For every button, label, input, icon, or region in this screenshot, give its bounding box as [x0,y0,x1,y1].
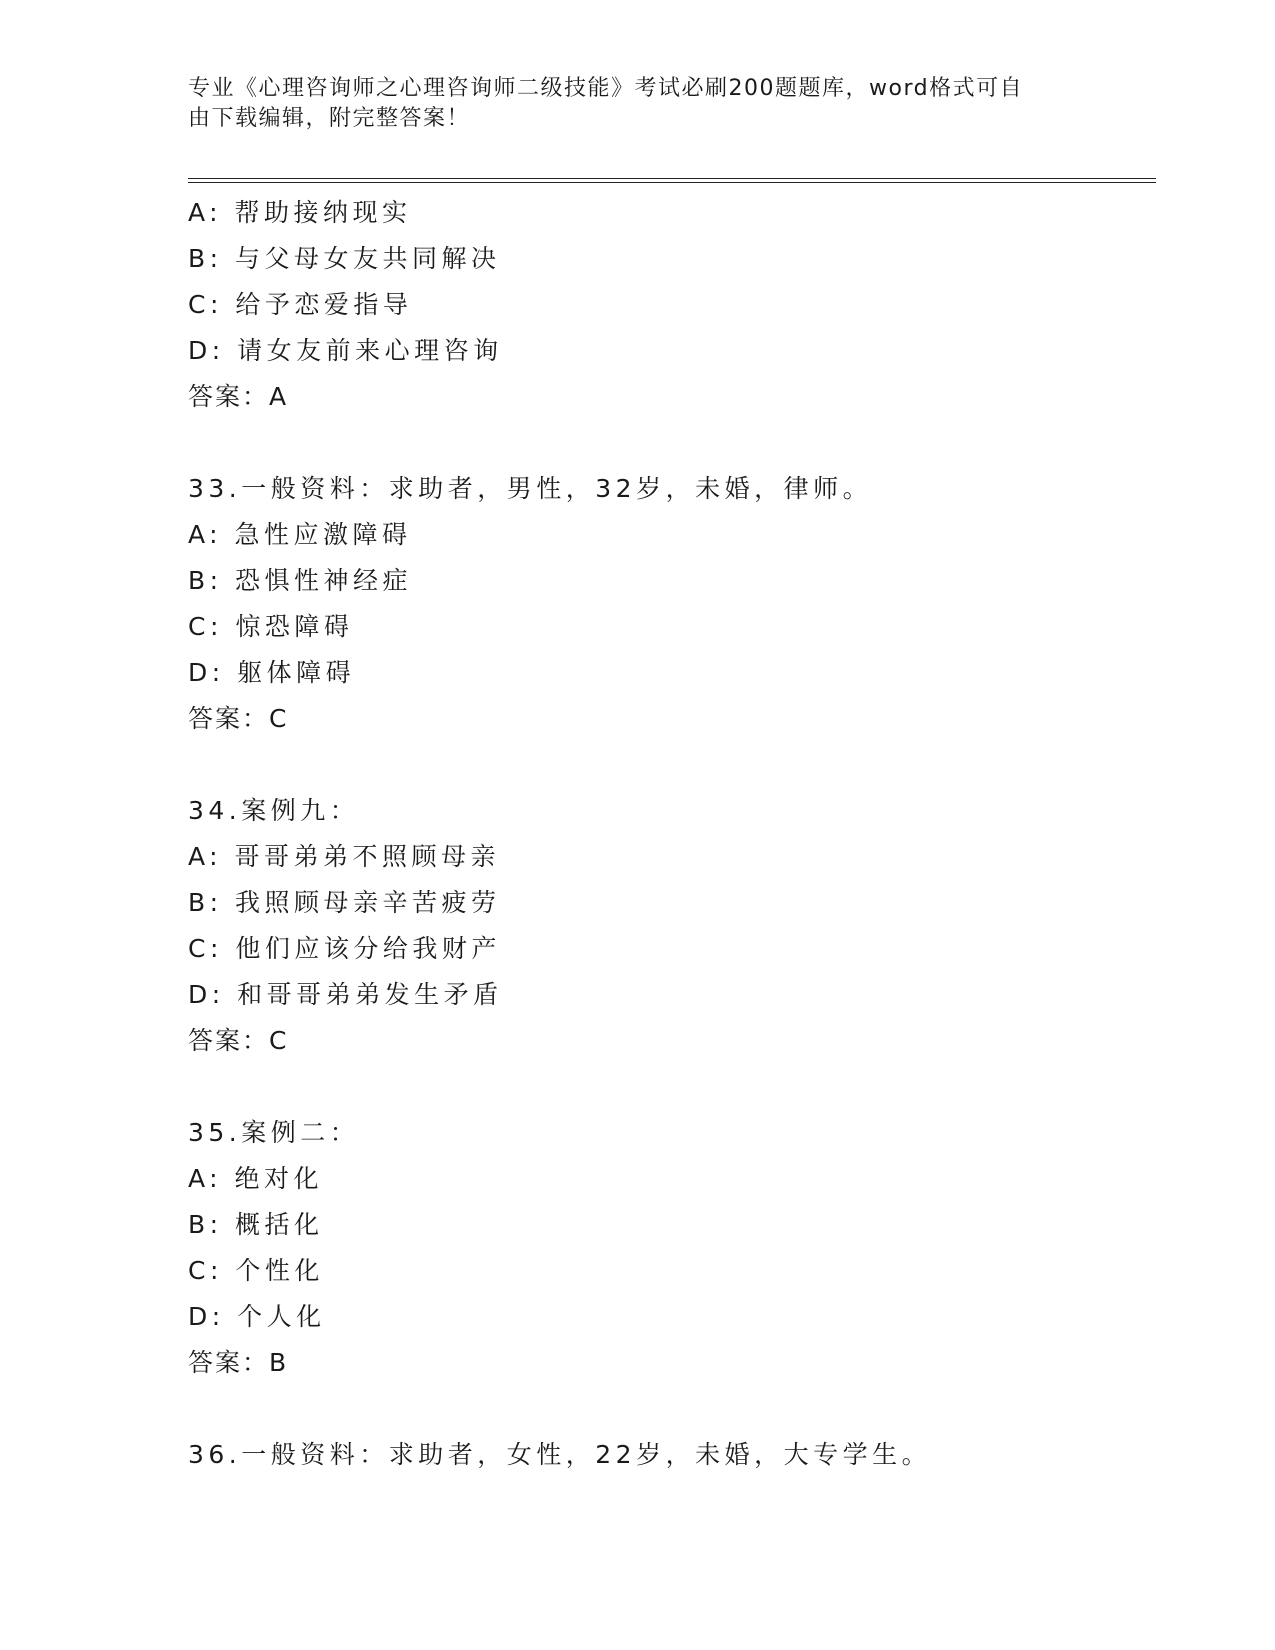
spacer [188,420,1148,466]
option-c: C: 惊恐障碍 [188,612,354,641]
header-divider [188,178,1156,183]
spacer [188,742,1148,788]
option-a: A: 帮助接纳现实 [188,198,412,227]
spacer [188,1386,1148,1432]
option-b: B: 概括化 [188,1210,324,1239]
option-b: B: 我照顾母亲辛苦疲劳 [188,888,501,917]
question-stem: 33.一般资料：求助者，男性，32岁，未婚，律师。 [188,474,873,503]
question-36 [188,1432,1148,1478]
option-d: D: 个人化 [188,1302,326,1331]
option-d: D: 请女友前来心理咨询 [188,336,503,365]
spacer [188,1064,1148,1110]
option-a: A: 绝对化 [188,1164,324,1193]
answer: 答案：B [188,1348,289,1377]
option-b: B: 恐惧性神经症 [188,566,413,595]
header-line-2: 由下载编辑，附完整答案！ [188,106,471,131]
question-stem: 34.案例九： [188,796,360,825]
question-stem: 36.一般资料：求助者，女性，22岁，未婚，大专学生。 [188,1440,932,1469]
option-c: C: 个性化 [188,1256,324,1285]
document-header [188,74,1068,134]
option-d: D: 躯体障碍 [188,658,356,687]
option-a: A: 急性应激障碍 [188,520,412,549]
option-b: B: 与父母女友共同解决 [188,244,501,273]
answer: 答案：C [188,1026,289,1055]
question-35 [188,1110,1148,1386]
question-33 [188,466,1148,742]
question-continuation [188,190,1148,420]
option-a: A: 哥哥弟弟不照顾母亲 [188,842,501,871]
question-stem: 35.案例二： [188,1118,360,1147]
answer: 答案：C [188,704,289,733]
option-c: C: 给予恋爱指导 [188,290,413,319]
answer: 答案：A [188,382,289,411]
option-c: C: 他们应该分给我财产 [188,934,501,963]
option-d: D: 和哥哥弟弟发生矛盾 [188,980,503,1009]
question-list [188,190,1148,1478]
header-line-1: 专业《心理咨询师之心理咨询师二级技能》考试必刷200题题库，word格式可自 [188,76,1024,101]
question-34 [188,788,1148,1064]
